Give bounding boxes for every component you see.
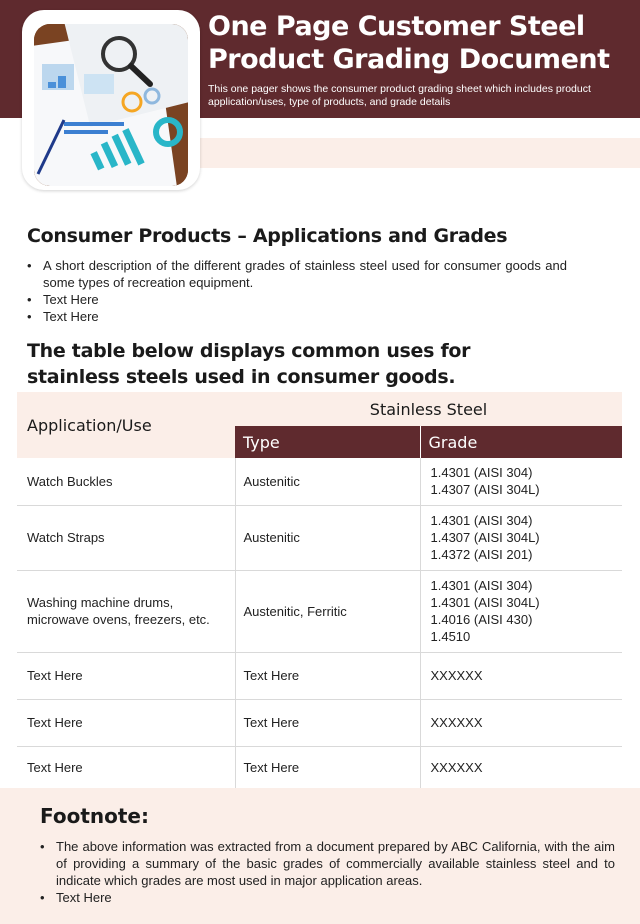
grade-value: 1.4301 (AISI 304L) bbox=[430, 595, 540, 610]
grade-cell: XXXXXX bbox=[420, 699, 622, 746]
description-item: • Text Here bbox=[27, 291, 567, 308]
grade-value: 1.4301 (AISI 304) bbox=[430, 513, 533, 528]
grade-value: 1.4301 (AISI 304) bbox=[430, 578, 533, 593]
application-cell: Washing machine drums, microwave ovens, freezers, etc. bbox=[17, 570, 235, 652]
header-photo-frame bbox=[22, 10, 200, 190]
table-row bbox=[17, 746, 622, 788]
header-photo bbox=[34, 24, 188, 186]
grade-value: 1.4307 (AISI 304L) bbox=[430, 530, 540, 545]
application-cell: Text Here bbox=[27, 759, 83, 775]
table-row bbox=[17, 652, 622, 699]
page-title: One Page Customer Steel Product Grading Document bbox=[208, 11, 610, 75]
accent-strip bbox=[190, 138, 640, 168]
application-cell: Watch Straps bbox=[17, 505, 235, 570]
application-column-header: Application/Use bbox=[17, 392, 235, 458]
grade-value: 1.4301 (AISI 304) bbox=[430, 465, 533, 481]
page-subtitle: This one pager shows the consumer product grading sheet which includes product application/uses, type of products, and grade details bbox=[208, 83, 591, 108]
type-cell: Austenitic, Ferritic bbox=[235, 570, 420, 652]
grade-column-header: Grade bbox=[420, 426, 622, 458]
type-cell: Text Here bbox=[235, 699, 420, 746]
type-column-header: Type bbox=[235, 426, 420, 458]
table-row bbox=[17, 699, 622, 746]
grade-cell bbox=[420, 505, 622, 570]
grade-value: 1.4307 (AISI 304L) bbox=[430, 482, 540, 498]
grade-cell: XXXXXX bbox=[420, 746, 622, 788]
grade-cell: XXXXXX bbox=[420, 652, 622, 699]
steel-grades-table bbox=[17, 392, 622, 788]
table-row bbox=[17, 458, 622, 505]
description-list bbox=[27, 257, 567, 325]
stainless-steel-group-header: Stainless Steel bbox=[235, 392, 622, 426]
grade-cell bbox=[420, 570, 622, 652]
section-heading: Consumer Products – Applications and Grades bbox=[27, 225, 508, 247]
grade-cell bbox=[420, 458, 622, 505]
description-item: • Text Here bbox=[27, 308, 567, 325]
type-cell: Text Here bbox=[235, 746, 420, 788]
grade-value: 1.4510 bbox=[430, 629, 471, 644]
description-item: • A short description of the different grades of stainless steel used for consumer goods and some types of recreation equipment. bbox=[27, 257, 567, 291]
table-row bbox=[17, 505, 622, 570]
application-cell: Watch Buckles bbox=[17, 458, 235, 505]
table-row bbox=[17, 570, 622, 652]
footnote-list bbox=[40, 838, 615, 906]
report-papers-illustration bbox=[34, 24, 188, 186]
type-cell: Austenitic bbox=[235, 505, 420, 570]
type-cell: Text Here bbox=[235, 652, 420, 699]
footnote-title: Footnote: bbox=[40, 804, 149, 828]
application-cell: Text Here bbox=[17, 652, 235, 699]
footnote-item: • The above information was extracted from a document prepared by ABC California, with the aim of providing a summary of the basic grades of commercially available stainless steel and to indicate which grades are most used in major application areas. bbox=[40, 838, 615, 889]
grade-value: 1.4372 (AISI 201) bbox=[430, 547, 533, 562]
footnote-item: • Text Here bbox=[40, 889, 615, 906]
type-cell: Austenitic bbox=[235, 458, 420, 505]
grade-value: 1.4016 (AISI 430) bbox=[430, 612, 533, 627]
application-cell: Text Here bbox=[17, 699, 235, 746]
table-intro: The table below displays common uses for stainless steels used in consumer goods. bbox=[27, 340, 471, 388]
